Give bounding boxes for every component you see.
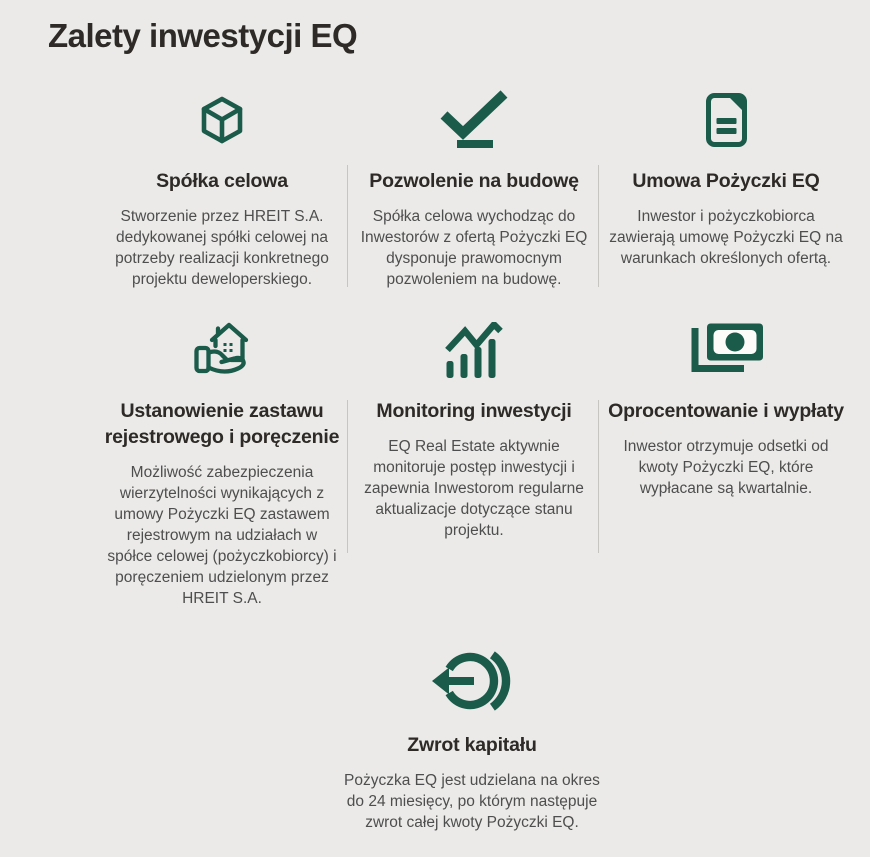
- feature-card-zwrot: [342, 652, 602, 833]
- chart-growth-icon: [445, 318, 503, 378]
- card-title: Monitoring inwestycji: [376, 400, 572, 422]
- card-description: EQ Real Estate aktywnie monitoruje postęp inwestycji i zapewnia Inwestorom regularne aktualizacje dotyczące stanu projektu.: [364, 438, 584, 539]
- house-in-hand-icon: [193, 318, 251, 378]
- card-description: Możliwość zabezpieczenia wierzytelności wynikających z umowy Pożyczki EQ zastawem rejestrowym na udziałach w spółce celowej (pożyczkobiorcy) i poręczeniem udzielonym przez HREIT S.A.: [107, 464, 337, 607]
- return-arrow-icon: [432, 652, 512, 712]
- banknote-icon: [687, 318, 765, 378]
- feature-row-1: [96, 88, 852, 290]
- card-title: Oprocentowanie i wypłaty: [608, 400, 844, 422]
- page-title: Zalety inwestycji EQ: [48, 17, 358, 54]
- checkmark-icon: [433, 88, 515, 148]
- card-description: Inwestor i pożyczkobiorca zawierają umowę Pożyczki EQ na warunkach określonych ofertą.: [609, 208, 843, 267]
- feature-card-oprocentowanie: [600, 318, 852, 609]
- card-title: Spółka celowa: [156, 170, 288, 192]
- card-title: Ustanowienie zastawu rejestrowego i poręczenie: [104, 400, 340, 448]
- feature-card-spolka-celowa: [96, 88, 348, 290]
- card-title: Zwrot kapitału: [407, 734, 537, 756]
- card-description: Inwestor otrzymuje odsetki od kwoty Pożyczki EQ, które wypłacane są kwartalnie.: [623, 438, 829, 497]
- feature-card-zastaw: [96, 318, 348, 609]
- feature-card-monitoring: [348, 318, 600, 609]
- feature-row-2: [96, 318, 852, 609]
- feature-row-3: [342, 652, 602, 833]
- feature-card-pozwolenie: [348, 88, 600, 290]
- card-title: Pozwolenie na budowę: [369, 170, 579, 192]
- card-description: Pożyczka EQ jest udzielana na okres do 24 miesięcy, po którym następuje zwrot całej kwoty Pożyczki EQ.: [344, 772, 600, 831]
- document-icon: [704, 88, 748, 148]
- card-title: Umowa Pożyczki EQ: [632, 170, 820, 192]
- card-description: Stworzenie przez HREIT S.A. dedykowanej spółki celowej na potrzeby realizacji konkretnego projektu deweloperskiego.: [115, 208, 329, 288]
- cube-icon: [199, 88, 245, 148]
- feature-card-umowa: [600, 88, 852, 290]
- card-description: Spółka celowa wychodząc do Inwestorów z ofertą Pożyczki EQ dysponuje prawomocnym pozwoleniem na budowę.: [360, 208, 588, 288]
